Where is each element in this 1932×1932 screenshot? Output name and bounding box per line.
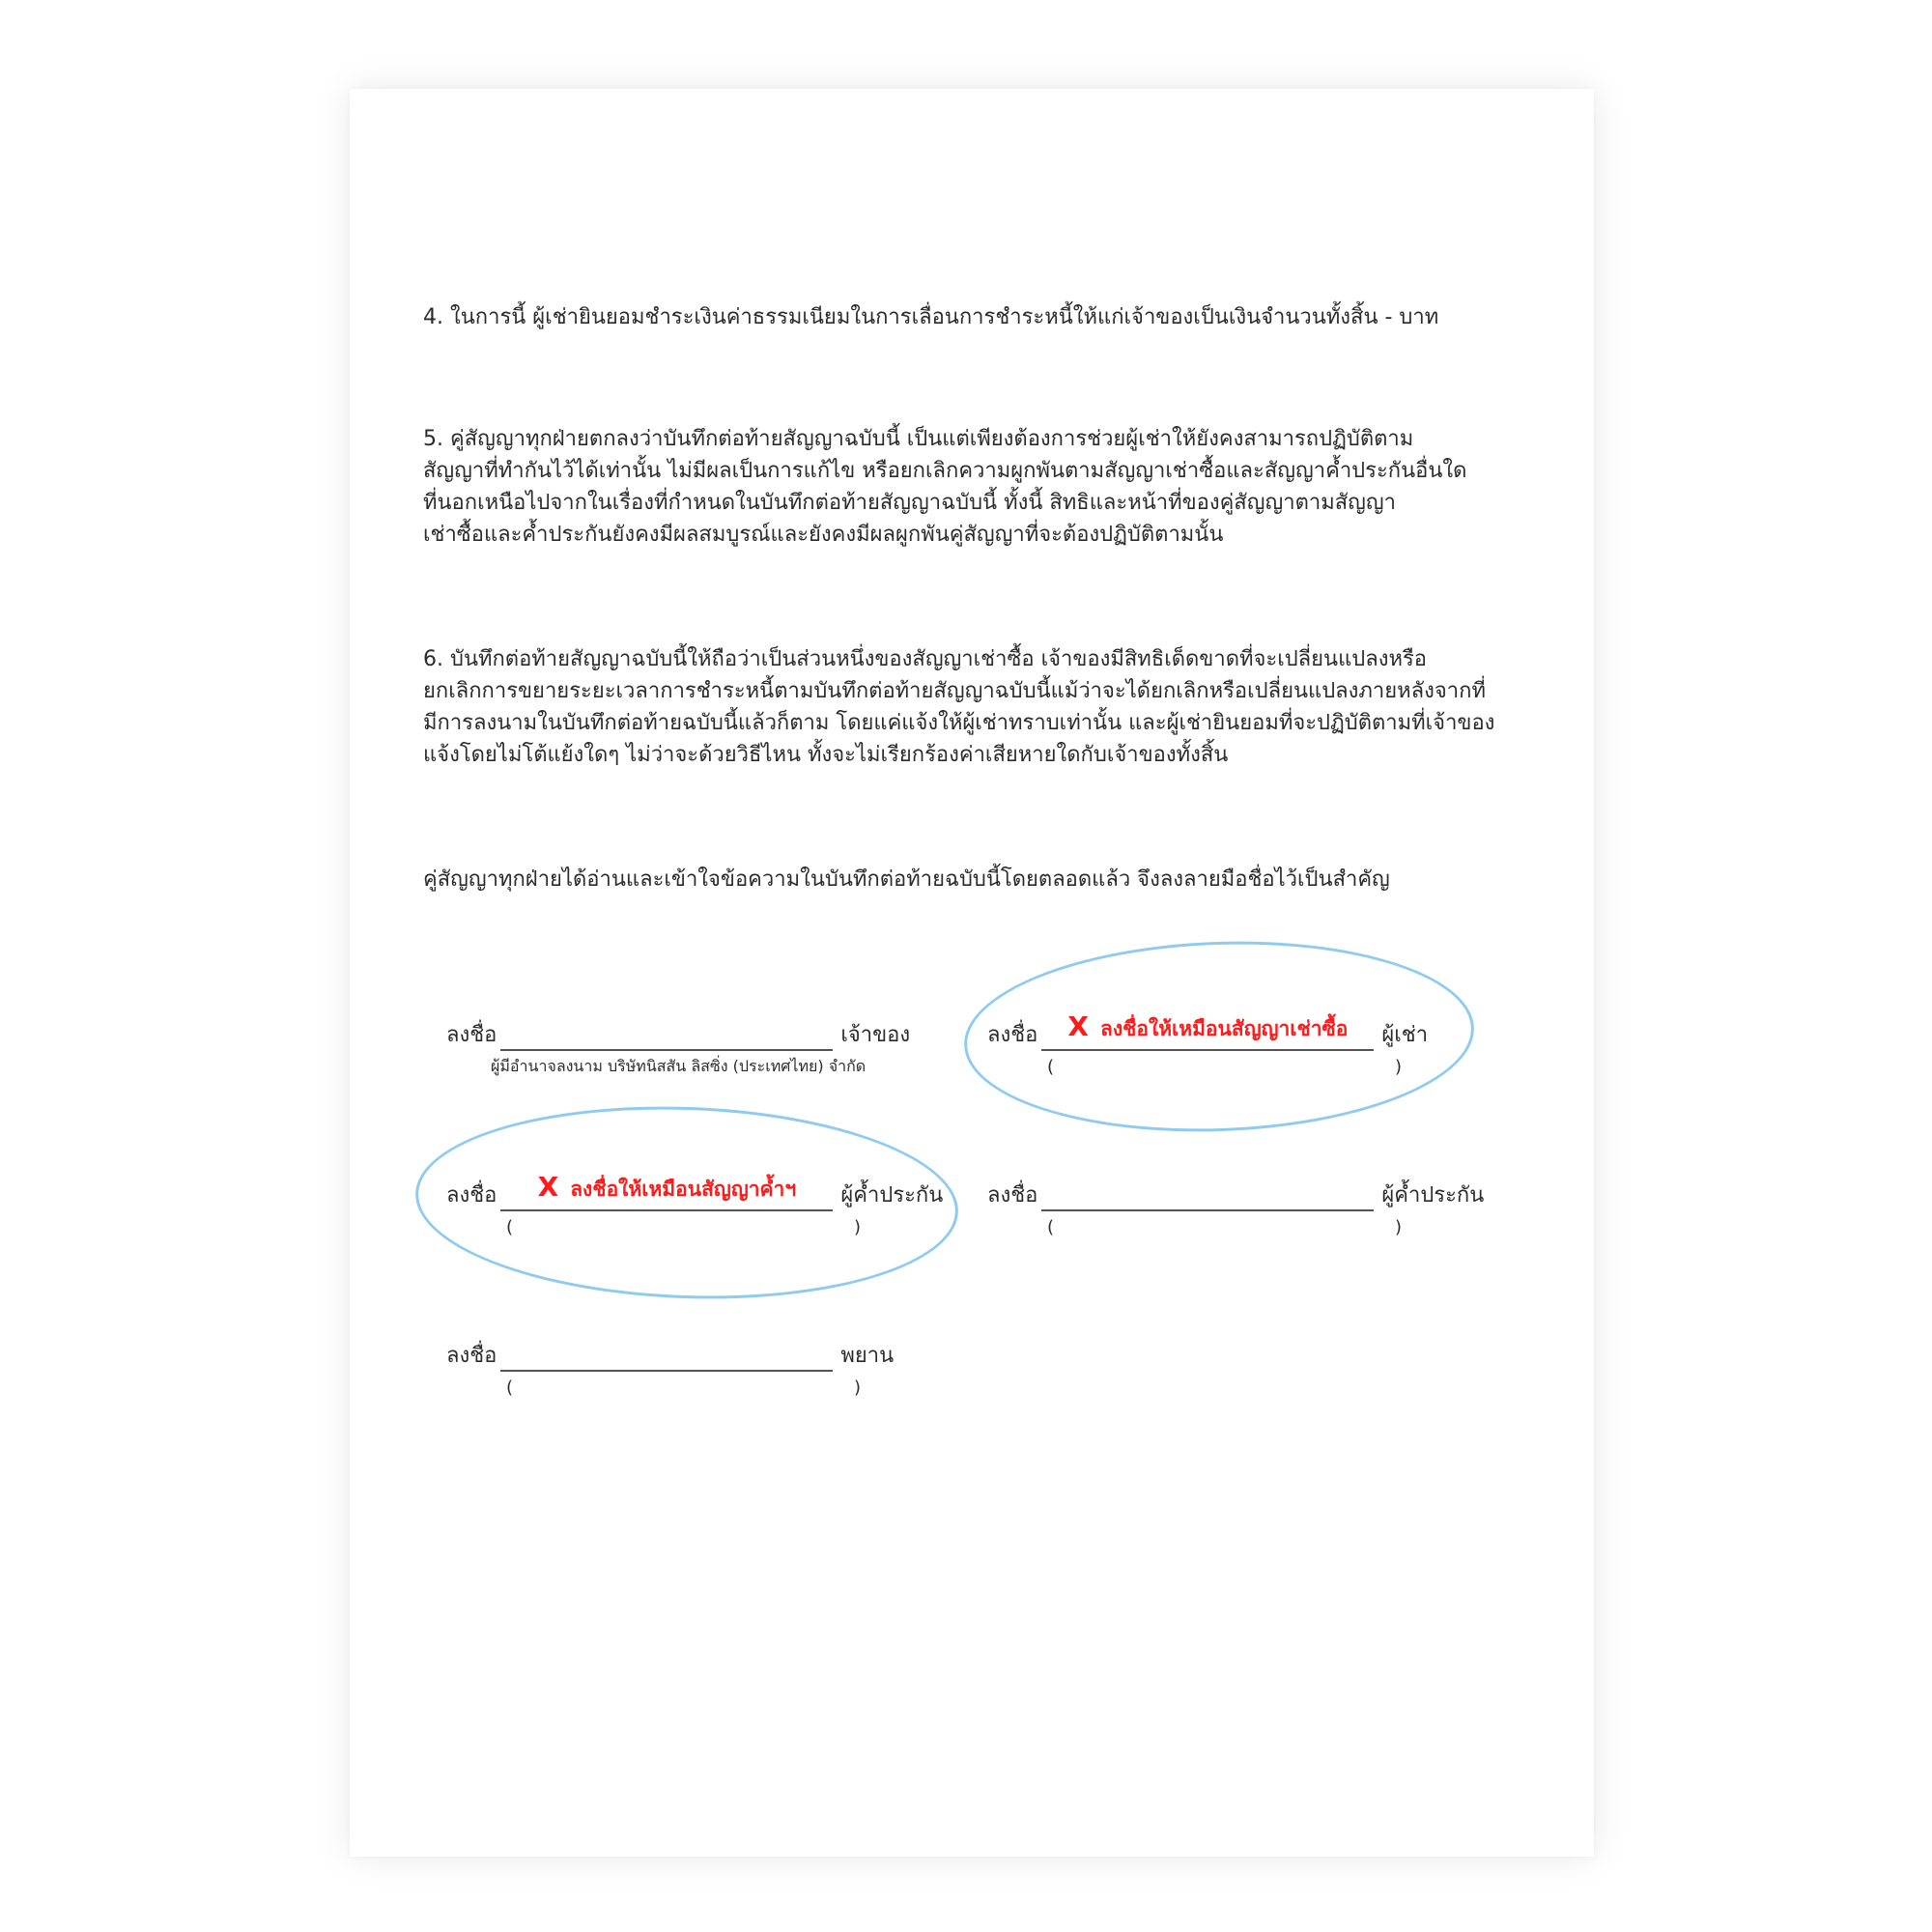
sign-label: ลงชื่อ (446, 1183, 497, 1208)
clause-6-line-2: ยกเลิกการขยายระยะเวลาการชำระหนี้ตามบันทึกต่อท้ายสัญญาฉบับนี้แม้ว่าจะได้ยกเลิกหรือเปลี่ยนแปลงภายหลังจากที่ (423, 679, 1486, 703)
x-mark-icon: X (537, 1171, 559, 1203)
sign-label: ลงชื่อ (987, 1183, 1038, 1208)
witness-signature-line[interactable] (500, 1339, 833, 1372)
clause-4 (423, 301, 1534, 333)
clause-4-line: 4. ในการนี้ ผู้เช่ายินยอมชำระเงินค่าธรรมเนียมในการเลื่อนการชำระหนี้ให้แก่เจ้าของเป็นเงินจำนวนทั้งสิ้น - บาท (423, 305, 1439, 329)
owner-role: เจ้าของ (840, 1023, 911, 1047)
lessee-sign-instruction (1041, 1010, 1374, 1045)
clause-5-line-2: สัญญาที่ทำกันไว้ได้เท่านั้น ไม่มีผลเป็นการแก้ไข หรือยกเลิกความผูกพันตามสัญญาเช่าซื้อและสัญญาค้ำประกันอื่นใด (423, 459, 1467, 483)
guarantor1-role: ผู้ค้ำประกัน (840, 1183, 944, 1208)
owner-authorized-note: ผู้มีอำนาจลงนาม บริษัทนิสสัน ลิสซิ่ง (ประเทศไทย) จำกัด (491, 1057, 867, 1075)
guarantor2-role: ผู้ค้ำประกัน (1381, 1183, 1485, 1208)
paren-close: ) (1395, 1057, 1403, 1077)
guarantor1-instruction-text: ลงชื่อให้เหมือนสัญญาค้ำฯ (570, 1178, 797, 1201)
paren-open: ( (506, 1378, 514, 1398)
sign-label: ลงชื่อ (446, 1344, 497, 1368)
guarantor2-signature-line[interactable] (1041, 1179, 1374, 1211)
paren-open: ( (1047, 1057, 1055, 1077)
paren-close: ) (1395, 1217, 1403, 1237)
x-mark-icon: X (1067, 1010, 1089, 1042)
witness-role: พยาน (840, 1344, 895, 1368)
clause-5-line-3: ที่นอกเหนือไปจากในเรื่องที่กำหนดในบันทึกต่อท้ายสัญญาฉบับนี้ ทั้งนี้ สิทธิและหน้าที่ของคู่สัญญาตามสัญญา (423, 491, 1396, 515)
closing-line: คู่สัญญาทุกฝ่ายได้อ่านและเข้าใจข้อความในบันทึกต่อท้ายฉบับนี้โดยตลอดแล้ว จึงลงลายมือชื่อไว้เป็นสำคัญ (423, 867, 1390, 892)
guarantor1-signature-block (446, 1171, 944, 1244)
clause-5-line-4: เช่าซื้อและค้ำประกันยังคงมีผลสมบูรณ์และยังคงมีผลผูกพันคู่สัญญาที่จะต้องปฏิบัติตามนั้น (423, 523, 1224, 547)
closing-statement (423, 864, 1534, 895)
sign-label: ลงชื่อ (446, 1023, 497, 1047)
witness-signature-block (446, 1337, 894, 1405)
clause-6-line-4: แจ้งโดยไม่โต้แย้งใดๆ ไม่ว่าจะด้วยวิธีไหน ทั้งจะไม่เรียกร้องค่าเสียหายใดกับเจ้าของทั้งสิ้น (423, 743, 1229, 767)
lessee-signature-line[interactable] (1041, 1010, 1374, 1051)
document-page (350, 89, 1594, 1857)
clause-6-line-1: 6. บันทึกต่อท้ายสัญญาฉบับนี้ให้ถือว่าเป็นส่วนหนึ่งของสัญญาเช่าซื้อ เจ้าของมีสิทธิเด็ดขาดที่จะเปลี่ยนแปลงหรือ (423, 647, 1427, 671)
guarantor2-signature-block (987, 1177, 1484, 1244)
paren-open: ( (1047, 1217, 1055, 1237)
owner-signature-block (446, 1016, 911, 1075)
clause-6 (423, 643, 1534, 771)
paren-close: ) (854, 1378, 862, 1398)
sign-label: ลงชื่อ (987, 1023, 1038, 1047)
clause-5 (423, 423, 1534, 551)
lessee-signature-block (987, 1010, 1429, 1084)
lessee-role: ผู้เช่า (1381, 1023, 1429, 1047)
clause-6-line-3: มีการลงนามในบันทึกต่อท้ายฉบับนี้แล้วก็ตาม โดยแค่แจ้งให้ผู้เช่าทราบเท่านั้น และผู้เช่ายินยอมที่จะปฏิบัติตามที่เจ้าของ (423, 711, 1495, 735)
guarantor1-signature-line[interactable] (500, 1171, 833, 1211)
lessee-instruction-text: ลงชื่อให้เหมือนสัญญาเช่าซื้อ (1099, 1017, 1349, 1040)
paren-close: ) (854, 1217, 862, 1237)
guarantor1-sign-instruction (500, 1171, 833, 1206)
paren-open: ( (506, 1217, 514, 1237)
clause-5-line-1: 5. คู่สัญญาทุกฝ่ายตกลงว่าบันทึกต่อท้ายสัญญาฉบับนี้ เป็นแต่เพียงต้องการช่วยผู้เช่าให้ยังคงสามารถปฏิบัติตาม (423, 427, 1414, 451)
owner-signature-line[interactable] (500, 1018, 833, 1051)
